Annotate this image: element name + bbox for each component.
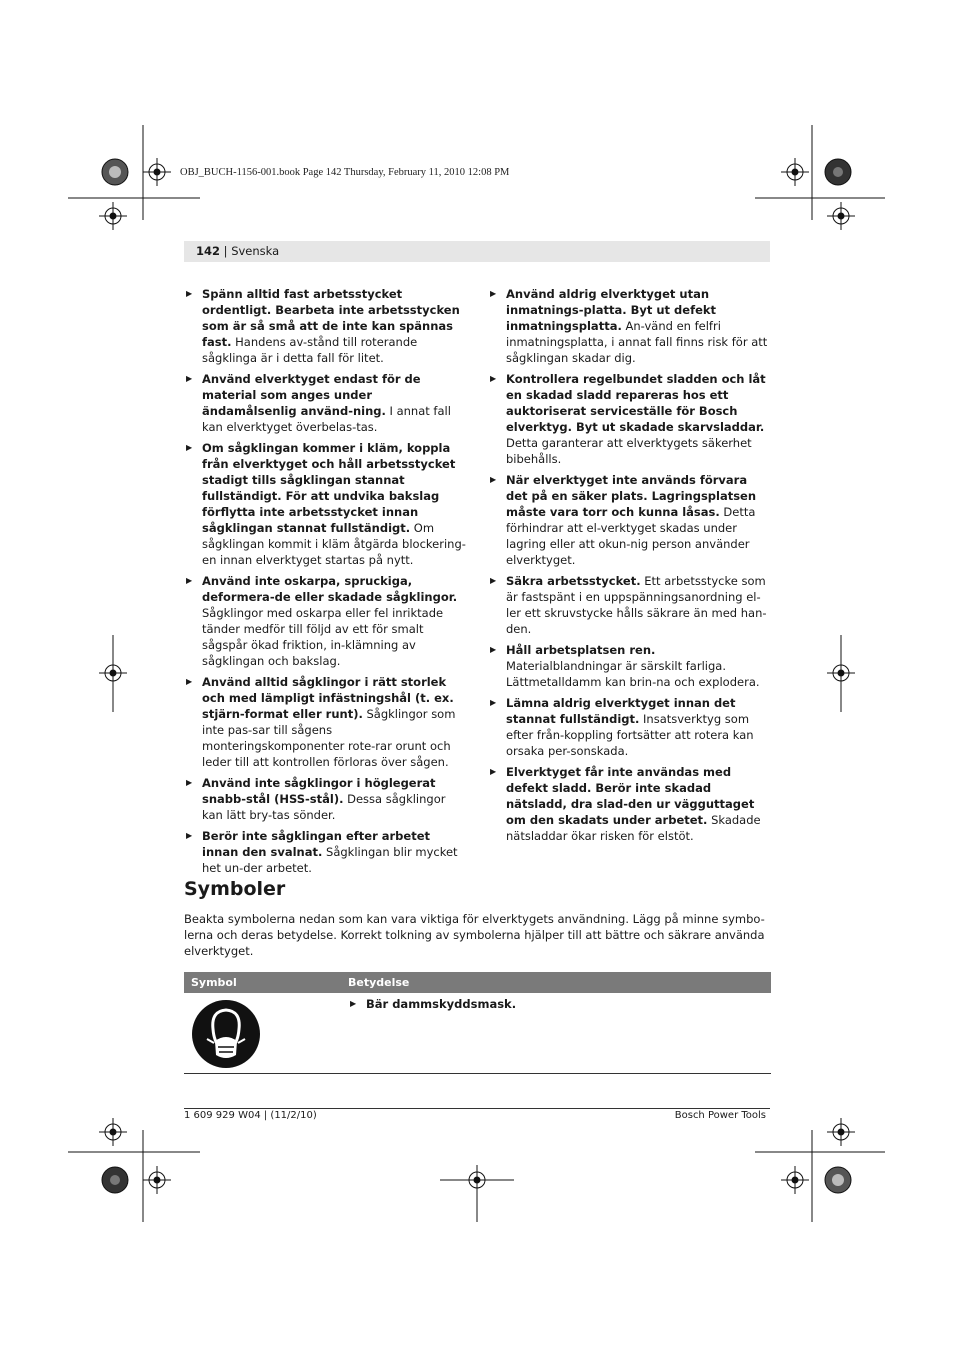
bullet-arrow-icon: ▶ [186,576,193,585]
header-language: Svenska [231,244,280,258]
dust-mask-icon [191,999,261,1069]
footer-divider [184,1108,770,1109]
page-number: 142 [196,244,221,258]
column-header-symbol: Symbol [191,976,237,989]
list-item: ▶ Om sågklingan kommer i kläm, koppla från elverktyget och håll arbetsstycket stadigt tills sågklingan stannat fullständigt. För att undvika bakslag förflytta inte arbetsstycket innan sågklingan stannat fullständigt. Om sågklingan kommit i kläm åtgärda blockering-en innan elverktyget startas på nytt. [186,441,466,567]
symbol-meaning: ▶ Bär dammskyddsmask. [350,997,517,1011]
footer-brand: Bosch Power Tools [674,1110,766,1121]
section-intro: Beakta symbolerna nedan som kan vara viktiga för elverktygets användning. Lägg på minne symbo-lerna och deras betydelse. Korrekt tolkning av symbolerna hjälper till att bättre och säkrare använda elverktyget. [184,912,765,958]
list-item: ▶ Lämna aldrig elverktyget innan det stannat fullständigt. Insatsverktyg som efter från-koppling fortsätter att rotera kan orsaka per-sonskada. [490,696,754,758]
bullet-arrow-icon: ▶ [490,698,497,707]
right-column [490,286,770,849]
bullet-arrow-icon: ▶ [186,831,193,840]
list-item: ▶ Använd alltid sågklingor i rätt storlek och med lämpligt infästningshål (t. ex. stjärn-format eller runt). Sågklingor som inte pas-sar till sågens monteringskomponenter rote-rar orunt och leder till att kontrollen förloras över sågen. [186,675,456,769]
list-item: ▶ Säkra arbetsstycket. Ett arbetsstycke som är fastspänt i en uppspänningsanordning el-ler ett skruvstycke hålls säkrare än med han-den. [490,574,767,636]
bullet-arrow-icon: ▶ [490,576,497,585]
left-column [186,286,466,881]
header-separator: | [220,244,232,258]
list-item: ▶ Kontrollera regelbundet sladden och låt en skadad sladd repareras hos ett auktoriserat serviceställe för Bosch elverktyg. Byt ut skadade skarvsladdar. Detta garanterar att elverktygets säkerhet bibehålls. [490,372,766,466]
bullet-arrow-icon: ▶ [186,289,193,298]
list-item: ▶ Elverktyget får inte användas med defekt sladd. Berör inte skadad nätsladd, dra slad-den ur vägguttaget om den skadats under arbetet. Skadade nätsladdar ökar risken för elstöt. [490,765,761,843]
list-item: ▶ Använd aldrig elverktyget utan inmatnings-platta. Byt ut defekt inmatningsplatta. An-vänd en felfri inmatningsplatta, i annat fall finns risk för att sågklingan skadar dig. [490,287,768,365]
bullet-arrow-icon: ▶ [186,374,193,383]
column-header-meaning: Betydelse [348,976,410,989]
list-item: ▶ Använd elverktyget endast för de material som anges under ändamålsenlig använd-ning. I annat fall kan elverktyget överbelas-tas. [186,372,451,434]
bullet-arrow-icon: ▶ [490,374,497,383]
bullet-arrow-icon: ▶ [490,289,497,298]
table-row [184,993,771,1074]
list-item: ▶ Berör inte sågklingan efter arbetet innan den svalnat. Sågklingan blir mycket het un-der arbetet. [186,829,458,875]
list-item: ▶ Använd inte oskarpa, spruckiga, deformera-de eller skadade sågklingor. Sågklingor med oskarpa eller fel inriktade tänder medför till följd av ett för smalt sågspår ökad friktion, in-klämning av sågklingan och bakslag. [186,574,458,668]
print-info-line: OBJ_BUCH-1156-001.book Page 142 Thursday, February 11, 2010 12:08 PM [180,167,510,178]
list-item: ▶ Spänn alltid fast arbetsstycket ordentligt. Bearbeta inte arbetsstycken som är så små att de inte kan spännas fast. Handens av-stånd till roterande sågklinga är i detta fall för litet. [186,287,460,365]
page-header [184,241,770,262]
footer-doc-number: 1 609 929 W04 | (11/2/10) [184,1110,317,1121]
bullet-arrow-icon: ▶ [490,767,497,776]
bullet-arrow-icon: ▶ [490,645,497,654]
list-item: ▶ Håll arbetsplatsen ren. Materialblandningar är särskilt farliga. Lättmetalldamm kan brin-na och explodera. [490,643,760,689]
bullet-arrow-icon: ▶ [186,677,193,686]
bullet-arrow-icon: ▶ [490,475,497,484]
symbol-table-header [184,972,771,993]
section-title: Symboler [184,878,286,900]
bullet-arrow-icon: ▶ [186,778,193,787]
list-item: ▶ Använd inte sågklingor i höglegerat snabb-stål (HSS-stål). Dessa sågklingor kan lätt bry-tas sönder. [186,776,446,822]
list-item: ▶ När elverktyget inte används förvara det på en säker plats. Lagringsplatsen måste vara torr och kunna låsas. Detta förhindrar att el-verktyget skadas under lagring eller att okun-nig person använder elverktyget. [490,473,757,567]
bullet-arrow-icon: ▶ [350,999,357,1008]
bullet-arrow-icon: ▶ [186,443,193,452]
